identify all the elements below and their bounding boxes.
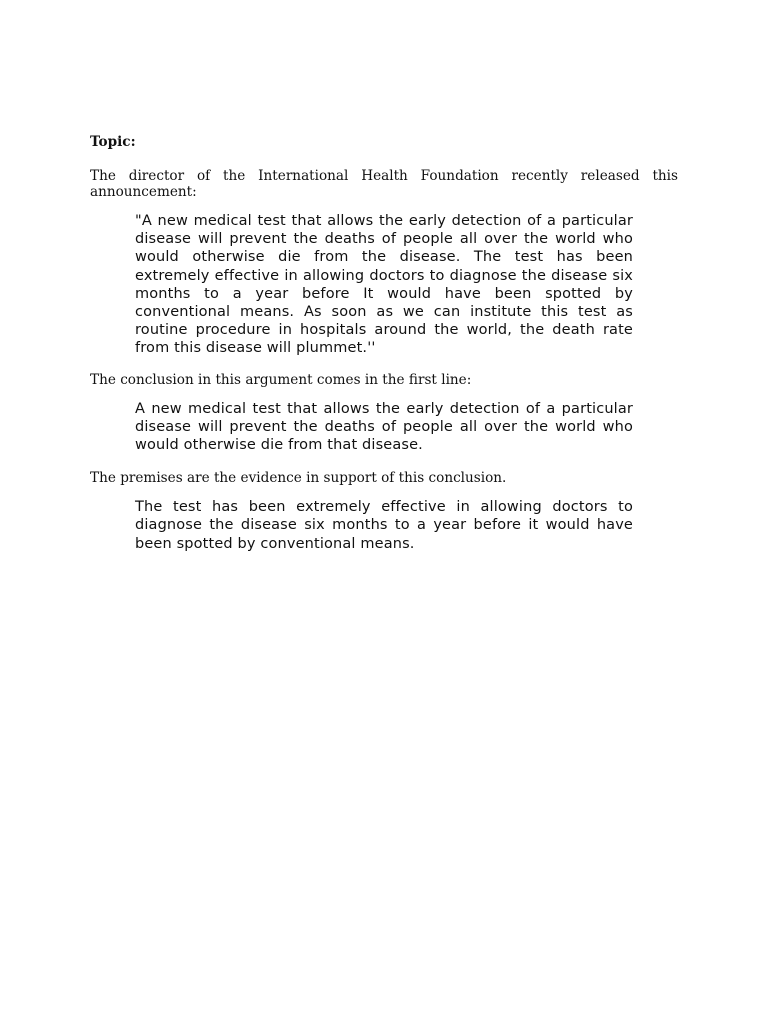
announcement-quote: "A new medical test that allows the early detection of a particular disease will prevent the deaths of people all over the world who would otherwise die from the disease. The test has been extremely effective in allowing doctors to diagnose the disease six months to a year before It would have been spotted by conventional means. As soon as we can institute this test as routine procedure in hospitals around the world, the death rate from this disease will plummet.'' [135,213,633,357]
document-content [90,134,678,567]
intro-paragraph: The director of the International Health Foundation recently released this announcement: [90,168,678,200]
conclusion-quote: A new medical test that allows the early detection of a particular disease will prevent the deaths of people all over the world who would otherwise die from that disease. [135,400,633,454]
conclusion-intro: The conclusion in this argument comes in the first line: [90,371,472,388]
premises-intro: The premises are the evidence in support of this conclusion. [90,470,507,487]
premises-quote: The test has been extremely effective in allowing doctors to diagnose the disease six months to a year before it would have been spotted by conventional means. [135,499,633,552]
topic-heading: Topic: [90,134,136,150]
